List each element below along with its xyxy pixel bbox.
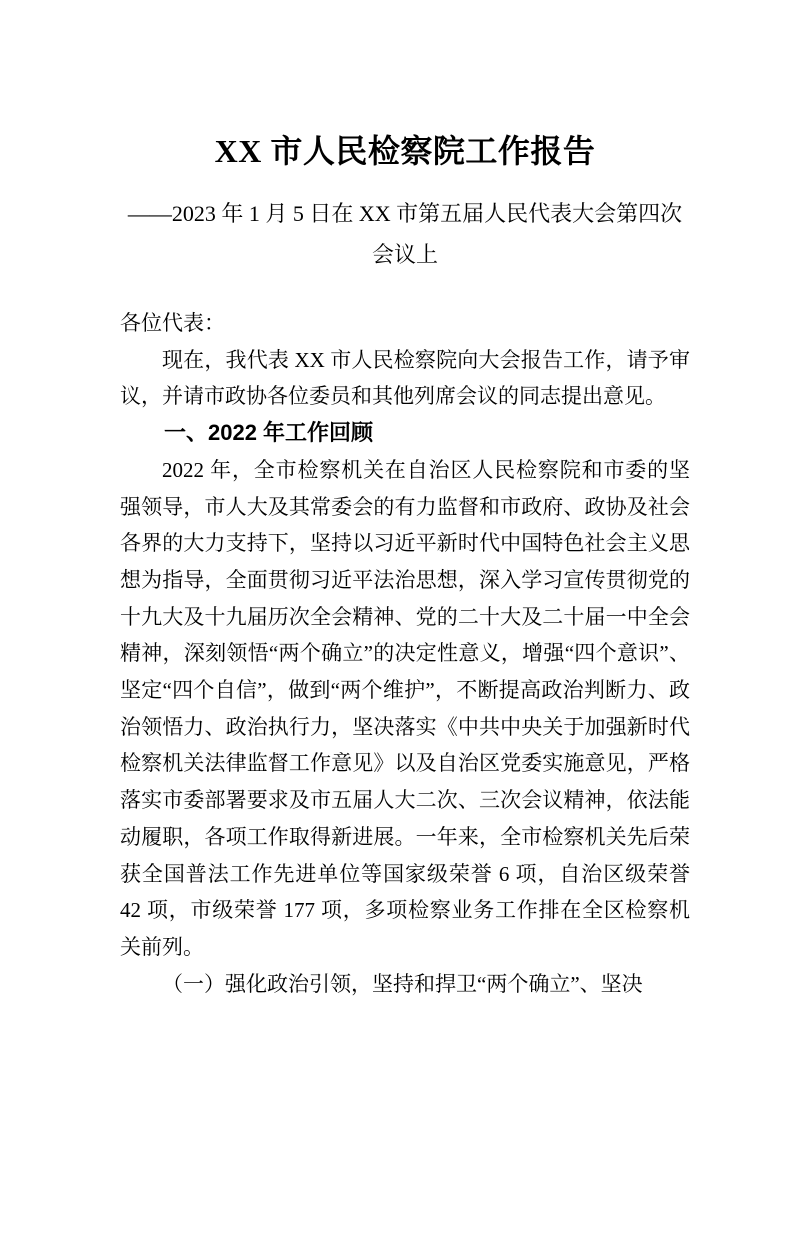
document-body (120, 305, 690, 1002)
document-title: XX 市人民检察院工作报告 (214, 133, 596, 169)
salutation-line: 各位代表： (120, 311, 225, 335)
document-subtitle: ——2023 年 1 月 5 日在 XX 市第五届人民代表大会第四次会议上 (127, 201, 683, 267)
intro-paragraph: 现在，我代表 XX 市人民检察院向大会报告工作，请予审议，并请市政协各位委员和其他列席会议的同志提出意见。 (120, 347, 690, 409)
section-paragraph: 2022 年，全市检察机关在自治区人民检察院和市委的坚强领导，市人大及其常委会的有力监督和市政府、政协及社会各界的大力支持下，坚持以习近平新时代中国特色社会主义思想为指导，全面贯彻习近平法治思想，深入学习宣传贯彻党的十九大及十九届历次全会精神、党的二十大及二十届一中全会精神，深刻领悟“两个确立”的决定性意义，增强“四个意识”、坚定“四个自信”，做到“两个维护”，不断提高政治判断力、政治领悟力、政治执行力，坚决落实《中共中央关于加强新时代检察机关法律监督工作意见》以及自治区党委实施意见，严格落实市委部署要求及市五届人大二次、三次会议精神，依法能动履职，各项工作取得新进展。一年来，全市检察机关先后荣获全国普法工作先进单位等国家级荣誉 6 项，自治区级荣誉 42 项，市级荣誉 177 项，多项检察业务工作排在全区检察机关前列。 (120, 457, 690, 959)
section-heading: 一、2022 年工作回顾 (164, 420, 374, 446)
subsection-heading: （一）强化政治引领，坚持和捍卫“两个确立”、坚决 (162, 971, 643, 996)
document-page (0, 129, 793, 1251)
